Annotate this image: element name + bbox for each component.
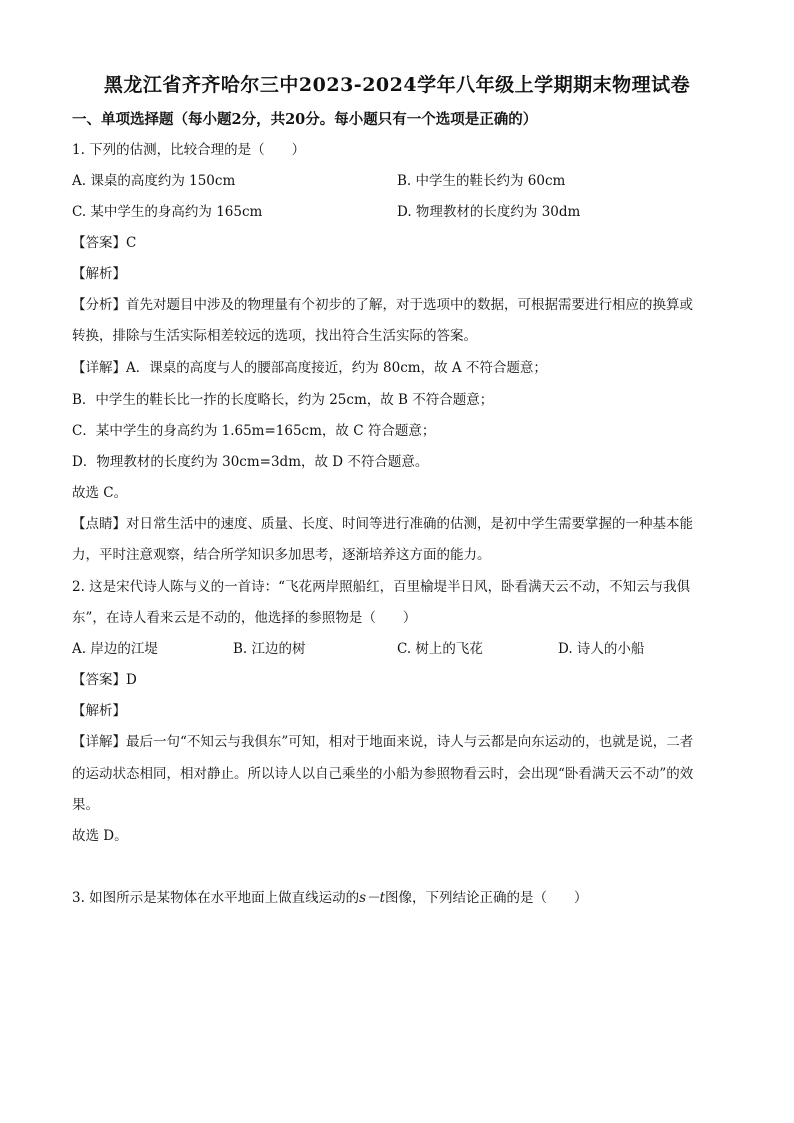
q2-stem-line-1: 2. 这是宋代诗人陈与义的一首诗：“飞花两岸照船红，百里榆堤半日风，卧看满天云不动，不知云与我俱 <box>72 579 691 595</box>
q2-detail-line-3: 果。 <box>72 797 99 813</box>
q2-option-b: B. 江边的树 <box>233 641 306 657</box>
q2-answer: 【答案】D <box>72 672 137 688</box>
q3-stem-suffix: 图像，下列结论正确的是（ ） <box>385 890 588 906</box>
q3-stem-variable: s－t <box>359 890 386 906</box>
page-title: 黑龙江省齐齐哈尔三中2023-2024学年八年级上学期期末物理试卷 <box>103 74 691 96</box>
q2-detail-line-1: 【详解】最后一句“不知云与我俱东”可知，相对于地面来说，诗人与云都是向东运动的，也就是说，二者 <box>72 734 694 750</box>
q1-dianjing-line-1: 【点睛】对日常生活中的速度、质量、长度、时间等进行准确的估测，是初中学生需要掌握的一种基本能 <box>72 516 693 532</box>
q2-choose: 故选 D。 <box>72 828 128 844</box>
q3-stem <box>72 888 588 908</box>
q1-fenxi-line-2: 转换，排除与生活实际相差较远的选项，找出符合生活实际的答案。 <box>72 328 477 344</box>
q1-option-d: D. 物理教材的长度约为 30dm <box>397 204 581 220</box>
q1-detail-b: B．中学生的鞋长比一拃的长度略长，约为 25cm，故 B 不符合题意； <box>72 392 494 408</box>
q2-stem-line-2: 东”，在诗人看来云是不动的，他选择的参照物是（ ） <box>72 610 417 626</box>
q3-stem-prefix: 3. 如图所示是某物体在水平地面上做直线运动的 <box>72 890 360 906</box>
q2-option-d: D. 诗人的小船 <box>558 641 645 657</box>
q1-detail-a: 【详解】A．课桌的高度与人的腰部高度接近，约为 80cm，故 A 不符合题意； <box>72 360 547 376</box>
q1-analysis-label: 【解析】 <box>72 266 126 282</box>
q2-option-c: C. 树上的飞花 <box>397 641 483 657</box>
q1-choose: 故选 C。 <box>72 485 128 501</box>
q1-detail-d: D．物理教材的长度约为 30cm=3dm，故 D 不符合题意。 <box>72 454 429 470</box>
q1-option-c: C. 某中学生的身高约为 165cm <box>72 204 263 220</box>
section-heading: 一、单项选择题（每小题2分，共20分。每小题只有一个选项是正确的） <box>72 111 538 128</box>
q1-dianjing-line-2: 力，平时注意观察，结合所学知识多加思考，逐渐培养这方面的能力。 <box>72 547 491 563</box>
q1-stem: 1. 下列的估测，比较合理的是（ ） <box>72 142 306 158</box>
q1-option-a: A. 课桌的高度约为 150cm <box>72 173 236 189</box>
q1-answer: 【答案】C <box>72 235 137 251</box>
q1-detail-c: C．某中学生的身高约为 1.65m=165cm，故 C 符合题意； <box>72 423 436 439</box>
q2-analysis-label: 【解析】 <box>72 703 126 719</box>
q2-option-a: A. 岸边的江堤 <box>72 641 158 657</box>
q1-option-b: B. 中学生的鞋长约为 60cm <box>397 173 566 189</box>
q2-detail-line-2: 的运动状态相同，相对静止。所以诗人以自己乘坐的小船为参照物看云时，会出现“卧看满天云不动”的效 <box>72 766 694 782</box>
q1-fenxi-line-1: 【分析】首先对题目中涉及的物理量有个初步的了解，对于选项中的数据，可根据需要进行相应的换算或 <box>72 297 693 313</box>
